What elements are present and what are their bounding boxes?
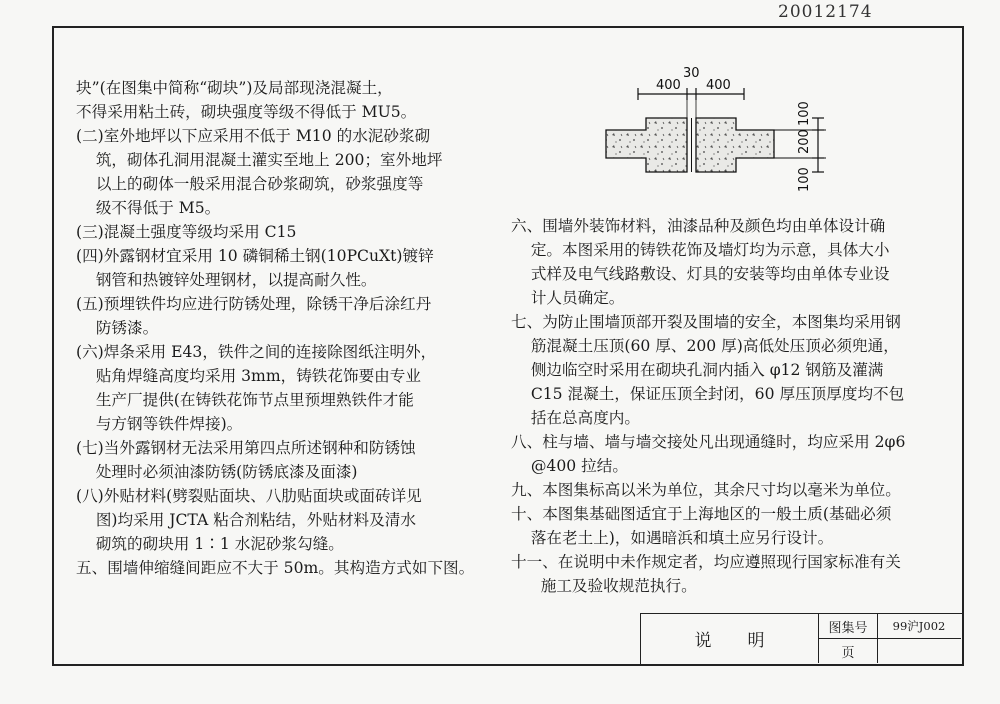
note-line: 砌筑的砌块用 1∶1 水泥砂浆勾缝。 [76,535,344,553]
note-line: 定。本图采用的铸铁花饰及墙灯均为示意，具体大小 [511,241,890,259]
note-line: 落在老土上)，如遇暗浜和填土应另行设计。 [511,529,834,547]
expansion-joint-diagram [596,60,856,195]
atlas-number-value: 99沪J002 [877,614,961,639]
note-line: 筋混凝土压顶(60 厚、200 厚)高低处压顶必须兜通， [511,337,899,355]
note-line: 图)均采用 JCTA 粘合剂粘结，外贴材料及清水 [76,511,416,529]
left-column [76,76,516,580]
note-line: 与方钢等铁件焊接)。 [76,415,243,433]
note-line: @400 拉结。 [511,457,628,475]
note-line: (八)外贴材料(劈裂贴面块、八肋贴面块或面砖详见 [76,487,422,505]
concrete-block-right [696,118,774,172]
dim-label-200: 200 [797,129,812,154]
note-line: 施工及验收规范执行。 [511,577,697,595]
note-line: C15 混凝土，保证压顶全封闭，60 厚压顶厚度均不包 [511,385,905,403]
note-line: (五)预埋铁件均应进行防锈处理，除锈干净后涂红丹 [76,295,432,313]
note-line: (二)室外地坪以下应采用不低于 M10 的水泥砂浆砌 [76,127,431,145]
note-line: 生产厂提供(在铸铁花饰节点里预埋熟铁件才能 [76,391,414,409]
note-line: 不得采用粘土砖，砌块强度等级不得低于 MU5。 [76,103,417,121]
dim-label-400-left: 400 [656,78,681,93]
concrete-block-left [606,118,687,172]
note-line: 六、围墙外装饰材料，油漆品种及颜色均由单体设计确 [511,217,886,235]
dim-label-400-right: 400 [706,78,731,93]
note-line: 贴角焊缝高度均采用 3mm，铸铁花饰要由专业 [76,367,421,385]
right-column [511,214,936,598]
note-line: 括在总高度内。 [511,409,640,427]
note-line: 以上的砌体一般采用混合砂浆砌筑，砂浆强度等 [76,175,424,193]
note-line: 计人员确定。 [511,289,625,307]
atlas-number-label: 图集号 [819,614,878,639]
note-line: 八、柱与墙、墙与墙交接处凡出现通缝时，均应采用 2φ6 [511,433,906,451]
page-number: 20012174 [778,2,873,22]
title-block-title: 说明 [641,614,819,663]
note-line: 防锈漆。 [76,319,159,337]
note-line: (六)焊条采用 E43，铁件之间的连接除图纸注明外， [76,343,437,361]
note-line: 块”(在图集中简称“砌块”)及局部现浇混凝土， [76,79,393,97]
note-line: (七)当外露钢材无法采用第四点所述钢种和防锈蚀 [76,439,416,457]
dim-label-30: 30 [683,66,700,81]
note-line: (四)外露钢材宜采用 10 磷铜稀土钢(10PCuXt)镀锌 [76,247,434,265]
note-line: 九、本图集标高以米为单位，其余尺寸均以毫米为单位。 [511,481,901,499]
note-line: 十、本图集基础图适宜于上海地区的一般土质(基础必须 [511,505,892,523]
note-line: (三)混凝土强度等级均采用 C15 [76,223,297,241]
page-value [877,639,961,663]
note-line: 筑，砌体孔洞用混凝土灌实至地上 200；室外地坪 [76,151,443,169]
title-block [640,613,962,664]
note-line: 级不得低于 M5。 [76,199,221,217]
note-line: 五、围墙伸缩缝间距应不大于 50m。其构造方式如下图。 [76,559,475,577]
page-label: 页 [819,639,878,663]
note-line: 侧边临空时采用在砌块孔洞内插入 φ12 钢筋及灌满 [511,361,884,379]
note-line: 十一、在说明中未作规定者，均应遵照现行国家标准有关 [511,553,901,571]
note-line: 式样及电气线路敷设、灯具的安装等均由单体专业设 [511,265,890,283]
note-line: 七、为防止围墙顶部开裂及围墙的安全，本图集均采用钢 [511,313,901,331]
note-line: 钢管和热镀锌处理钢材，以提高耐久性。 [76,271,377,289]
dim-label-100-bottom: 100 [797,167,812,192]
note-line: 处理时必须油漆防锈(防锈底漆及面漆) [76,463,358,481]
dim-label-100-top: 100 [797,101,812,126]
